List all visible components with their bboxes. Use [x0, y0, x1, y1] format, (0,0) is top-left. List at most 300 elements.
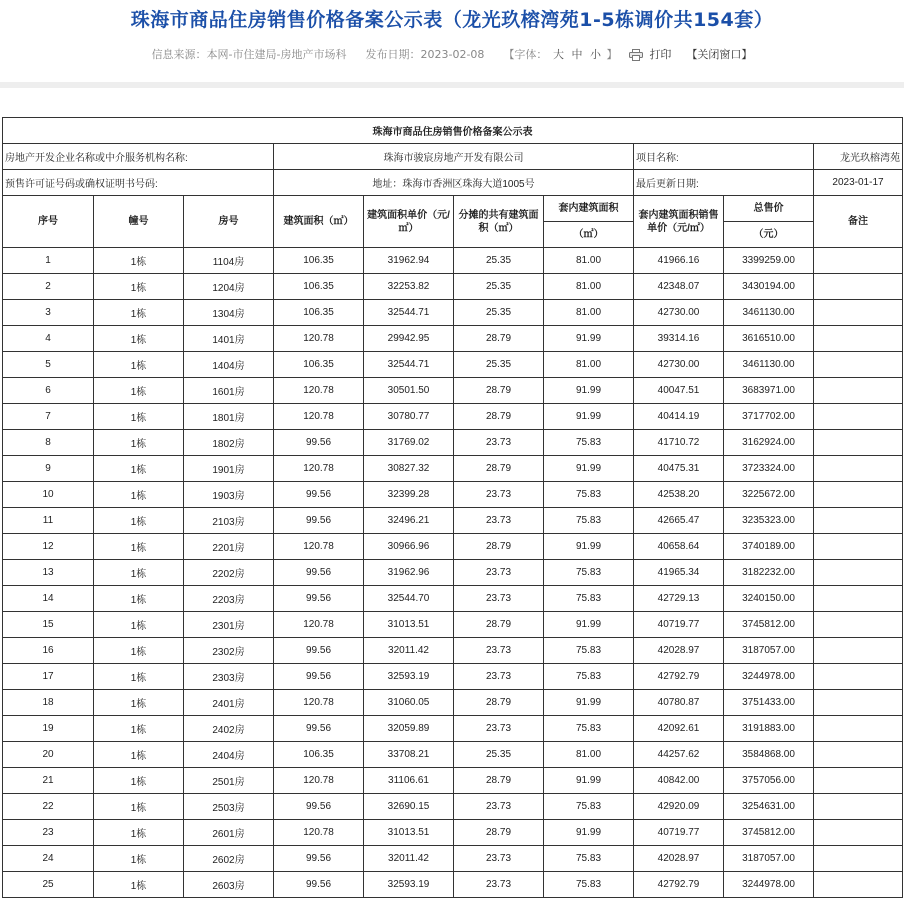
cell-area: 120.78 [274, 326, 364, 352]
cell-inner-price: 42665.47 [634, 508, 724, 534]
cell-no: 23 [3, 820, 94, 846]
cell-building: 1栋 [94, 300, 184, 326]
cell-room: 1601房 [184, 378, 274, 404]
cell-inner: 75.83 [544, 508, 634, 534]
cell-shared: 23.73 [454, 430, 544, 456]
cell-building: 1栋 [94, 612, 184, 638]
cell-area: 106.35 [274, 352, 364, 378]
col-header-no: 序号 [3, 196, 94, 248]
cell-building: 1栋 [94, 326, 184, 352]
cell-remark [814, 378, 903, 404]
developer-value: 珠海市骏宸房地产开发有限公司 [274, 144, 634, 170]
cell-no: 11 [3, 508, 94, 534]
cell-no: 3 [3, 300, 94, 326]
cell-shared: 23.73 [454, 508, 544, 534]
cell-building: 1栋 [94, 716, 184, 742]
col-header-room: 房号 [184, 196, 274, 248]
cell-remark [814, 482, 903, 508]
cell-inner-price: 41966.16 [634, 248, 724, 274]
cell-inner: 75.83 [544, 664, 634, 690]
cell-total: 3740189.00 [724, 534, 814, 560]
cell-area: 99.56 [274, 430, 364, 456]
table-row [3, 638, 903, 664]
cell-area: 120.78 [274, 690, 364, 716]
cell-building: 1栋 [94, 560, 184, 586]
cell-unit-price: 30780.77 [364, 404, 454, 430]
cell-inner-price: 39314.16 [634, 326, 724, 352]
col-header-building: 幢号 [94, 196, 184, 248]
cell-shared: 28.79 [454, 378, 544, 404]
cell-area: 120.78 [274, 534, 364, 560]
cell-unit-price: 32544.71 [364, 300, 454, 326]
cell-remark [814, 404, 903, 430]
col-header-inner-area: 套内建筑面积 [544, 196, 634, 222]
cell-room: 2402房 [184, 716, 274, 742]
table-row [3, 274, 903, 300]
table-row [3, 664, 903, 690]
cell-total: 3751433.00 [724, 690, 814, 716]
cell-no: 24 [3, 846, 94, 872]
cell-remark [814, 560, 903, 586]
cell-unit-price: 33708.21 [364, 742, 454, 768]
cell-room: 1204房 [184, 274, 274, 300]
cell-inner-price: 42028.97 [634, 638, 724, 664]
cell-total: 3399259.00 [724, 248, 814, 274]
cell-room: 2404房 [184, 742, 274, 768]
table-row [3, 612, 903, 638]
cell-no: 4 [3, 326, 94, 352]
table-row [3, 378, 903, 404]
cell-area: 99.56 [274, 794, 364, 820]
cell-room: 2203房 [184, 586, 274, 612]
cell-unit-price: 32544.70 [364, 586, 454, 612]
table-caption: 珠海市商品住房销售价格备案公示表 [3, 118, 903, 144]
font-size-medium-button[interactable]: 中 [571, 48, 583, 61]
cell-remark [814, 690, 903, 716]
cell-inner: 81.00 [544, 274, 634, 300]
table-row [3, 820, 903, 846]
col-header-area: 建筑面积（㎡） [274, 196, 364, 248]
table-row [3, 404, 903, 430]
address-value: 地址：珠海市香洲区珠海大道1005号 [274, 170, 634, 196]
cell-total: 3244978.00 [724, 872, 814, 898]
cell-area: 99.56 [274, 508, 364, 534]
cell-shared: 25.35 [454, 274, 544, 300]
cell-inner: 91.99 [544, 456, 634, 482]
cell-inner: 91.99 [544, 378, 634, 404]
cell-no: 9 [3, 456, 94, 482]
cell-inner: 75.83 [544, 716, 634, 742]
cell-unit-price: 32690.15 [364, 794, 454, 820]
cell-shared: 25.35 [454, 300, 544, 326]
cell-room: 1304房 [184, 300, 274, 326]
cell-building: 1栋 [94, 820, 184, 846]
cell-room: 1801房 [184, 404, 274, 430]
update-label: 最后更新日期: [634, 170, 814, 196]
cell-building: 1栋 [94, 482, 184, 508]
cell-remark [814, 664, 903, 690]
cell-room: 2103房 [184, 508, 274, 534]
cell-total: 3430194.00 [724, 274, 814, 300]
cell-area: 99.56 [274, 716, 364, 742]
cell-no: 1 [3, 248, 94, 274]
col-header-inner-price: 套内建筑面积销售单价（元/㎡） [634, 196, 724, 248]
cell-shared: 28.79 [454, 768, 544, 794]
close-window-link[interactable]: 【关闭窗口】 [686, 48, 753, 61]
cell-room: 2301房 [184, 612, 274, 638]
cell-area: 106.35 [274, 742, 364, 768]
cell-remark [814, 768, 903, 794]
cell-inner-price: 44257.62 [634, 742, 724, 768]
cell-no: 17 [3, 664, 94, 690]
cell-shared: 23.73 [454, 716, 544, 742]
cell-total: 3683971.00 [724, 378, 814, 404]
cell-building: 1栋 [94, 378, 184, 404]
cell-building: 1栋 [94, 508, 184, 534]
cell-building: 1栋 [94, 690, 184, 716]
table-row [3, 716, 903, 742]
cell-inner-price: 41965.34 [634, 560, 724, 586]
cell-unit-price: 31013.51 [364, 820, 454, 846]
cell-inner-price: 42092.61 [634, 716, 724, 742]
col-header-inner-area-unit: （㎡） [544, 222, 634, 248]
cell-room: 1401房 [184, 326, 274, 352]
cell-inner-price: 40475.31 [634, 456, 724, 482]
cell-inner-price: 42538.20 [634, 482, 724, 508]
cell-area: 99.56 [274, 846, 364, 872]
cell-remark [814, 300, 903, 326]
meta-bar [0, 46, 904, 64]
cell-area: 99.56 [274, 586, 364, 612]
cell-no: 15 [3, 612, 94, 638]
cell-inner-price: 40414.19 [634, 404, 724, 430]
header-divider [0, 82, 904, 88]
table-row [3, 846, 903, 872]
cell-shared: 23.73 [454, 560, 544, 586]
project-value: 龙光玖榕湾苑 [814, 144, 903, 170]
cell-inner-price: 40719.77 [634, 612, 724, 638]
font-size-suffix: 】 [606, 48, 618, 61]
cell-shared: 25.35 [454, 248, 544, 274]
cell-shared: 25.35 [454, 352, 544, 378]
cell-inner: 81.00 [544, 352, 634, 378]
cell-no: 18 [3, 690, 94, 716]
table-row [3, 300, 903, 326]
print-link[interactable]: 打印 [649, 48, 672, 61]
cell-total: 3745812.00 [724, 612, 814, 638]
cell-inner: 81.00 [544, 248, 634, 274]
cell-inner: 75.83 [544, 846, 634, 872]
cell-remark [814, 586, 903, 612]
cell-building: 1栋 [94, 846, 184, 872]
cell-area: 120.78 [274, 378, 364, 404]
cell-room: 1404房 [184, 352, 274, 378]
cell-unit-price: 31106.61 [364, 768, 454, 794]
page-title: 珠海市商品住房销售价格备案公示表（龙光玖榕湾苑1-5栋调价共154套） [130, 9, 774, 31]
cell-room: 2202房 [184, 560, 274, 586]
cell-inner: 91.99 [544, 768, 634, 794]
cell-unit-price: 31013.51 [364, 612, 454, 638]
project-label: 项目名称: [634, 144, 814, 170]
cell-total: 3235323.00 [724, 508, 814, 534]
table-row [3, 508, 903, 534]
printer-icon[interactable] [629, 49, 643, 61]
price-record-table-wrap [2, 117, 902, 898]
cell-shared: 23.73 [454, 586, 544, 612]
cell-area: 99.56 [274, 664, 364, 690]
cell-inner-price: 40658.64 [634, 534, 724, 560]
cell-total: 3757056.00 [724, 768, 814, 794]
cell-shared: 28.79 [454, 326, 544, 352]
cell-inner: 75.83 [544, 586, 634, 612]
cell-remark [814, 716, 903, 742]
cell-inner: 91.99 [544, 326, 634, 352]
cell-room: 2503房 [184, 794, 274, 820]
cell-unit-price: 32544.71 [364, 352, 454, 378]
cell-unit-price: 31962.96 [364, 560, 454, 586]
publish-date: 发布日期：2023-02-08 [365, 48, 485, 61]
developer-label: 房地产开发企业名称或中介服务机构名称: [3, 144, 274, 170]
cell-room: 2603房 [184, 872, 274, 898]
cell-inner: 75.83 [544, 430, 634, 456]
source-info: 信息来源：本网-市住建局-房地产市场科 [151, 48, 347, 61]
cell-inner-price: 42920.09 [634, 794, 724, 820]
cell-building: 1栋 [94, 872, 184, 898]
cell-remark [814, 456, 903, 482]
cell-remark [814, 274, 903, 300]
cell-remark [814, 742, 903, 768]
cell-no: 21 [3, 768, 94, 794]
cell-area: 99.56 [274, 872, 364, 898]
cell-unit-price: 32059.89 [364, 716, 454, 742]
cell-no: 16 [3, 638, 94, 664]
cell-remark [814, 794, 903, 820]
cell-total: 3723324.00 [724, 456, 814, 482]
cell-area: 120.78 [274, 820, 364, 846]
cell-unit-price: 31769.02 [364, 430, 454, 456]
cell-inner: 91.99 [544, 690, 634, 716]
table-row [3, 456, 903, 482]
table-row [3, 690, 903, 716]
col-header-total: 总售价 [724, 196, 814, 222]
cell-no: 6 [3, 378, 94, 404]
cell-shared: 28.79 [454, 534, 544, 560]
cell-total: 3717702.00 [724, 404, 814, 430]
cell-building: 1栋 [94, 638, 184, 664]
cell-total: 3191883.00 [724, 716, 814, 742]
cell-inner: 75.83 [544, 560, 634, 586]
cell-shared: 23.73 [454, 872, 544, 898]
cell-unit-price: 32593.19 [364, 872, 454, 898]
cell-no: 5 [3, 352, 94, 378]
cell-remark [814, 352, 903, 378]
cell-building: 1栋 [94, 794, 184, 820]
update-value: 2023-01-17 [814, 170, 903, 196]
cell-unit-price: 32011.42 [364, 846, 454, 872]
cell-total: 3254631.00 [724, 794, 814, 820]
cell-inner: 91.99 [544, 612, 634, 638]
cell-total: 3187057.00 [724, 638, 814, 664]
cell-area: 120.78 [274, 404, 364, 430]
price-record-table [2, 117, 903, 898]
cell-total: 3461130.00 [724, 300, 814, 326]
cell-inner-price: 42792.79 [634, 664, 724, 690]
cell-shared: 23.73 [454, 846, 544, 872]
cell-total: 3225672.00 [724, 482, 814, 508]
col-header-shared-area: 分摊的共有建筑面积（㎡） [454, 196, 544, 248]
cell-no: 7 [3, 404, 94, 430]
cell-inner-price: 42730.00 [634, 300, 724, 326]
font-size-small-button[interactable]: 小 [589, 48, 601, 61]
cell-area: 99.56 [274, 482, 364, 508]
cell-remark [814, 326, 903, 352]
cell-area: 106.35 [274, 300, 364, 326]
cell-unit-price: 32496.21 [364, 508, 454, 534]
table-row [3, 534, 903, 560]
cell-building: 1栋 [94, 352, 184, 378]
cell-remark [814, 820, 903, 846]
cell-building: 1栋 [94, 534, 184, 560]
cell-inner: 91.99 [544, 820, 634, 846]
table-row [3, 430, 903, 456]
cell-inner-price: 40719.77 [634, 820, 724, 846]
cell-total: 3584868.00 [724, 742, 814, 768]
col-header-unit-price: 建筑面积单价（元/㎡） [364, 196, 454, 248]
cell-inner-price: 42729.13 [634, 586, 724, 612]
cell-area: 120.78 [274, 768, 364, 794]
permit-label: 预售许可证号码或确权证明书号码: [3, 170, 274, 196]
cell-room: 2601房 [184, 820, 274, 846]
cell-inner-price: 40780.87 [634, 690, 724, 716]
col-header-total-unit: （元） [724, 222, 814, 248]
cell-remark [814, 846, 903, 872]
cell-unit-price: 31962.94 [364, 248, 454, 274]
cell-total: 3240150.00 [724, 586, 814, 612]
cell-shared: 23.73 [454, 482, 544, 508]
font-size-large-button[interactable]: 大 [552, 48, 564, 61]
cell-inner-price: 42348.07 [634, 274, 724, 300]
cell-room: 1903房 [184, 482, 274, 508]
cell-no: 12 [3, 534, 94, 560]
cell-room: 1104房 [184, 248, 274, 274]
cell-total: 3244978.00 [724, 664, 814, 690]
cell-unit-price: 30827.32 [364, 456, 454, 482]
cell-area: 120.78 [274, 612, 364, 638]
cell-inner-price: 40047.51 [634, 378, 724, 404]
cell-remark [814, 534, 903, 560]
cell-shared: 28.79 [454, 690, 544, 716]
cell-building: 1栋 [94, 456, 184, 482]
cell-shared: 28.79 [454, 612, 544, 638]
cell-remark [814, 612, 903, 638]
cell-total: 3182232.00 [724, 560, 814, 586]
cell-shared: 23.73 [454, 638, 544, 664]
cell-inner-price: 42028.97 [634, 846, 724, 872]
cell-shared: 23.73 [454, 794, 544, 820]
cell-unit-price: 32593.19 [364, 664, 454, 690]
cell-room: 2303房 [184, 664, 274, 690]
cell-no: 8 [3, 430, 94, 456]
cell-inner: 91.99 [544, 404, 634, 430]
cell-unit-price: 30966.96 [364, 534, 454, 560]
cell-no: 2 [3, 274, 94, 300]
cell-total: 3616510.00 [724, 326, 814, 352]
cell-inner-price: 42730.00 [634, 352, 724, 378]
cell-building: 1栋 [94, 430, 184, 456]
cell-inner: 81.00 [544, 300, 634, 326]
cell-building: 1栋 [94, 404, 184, 430]
cell-shared: 28.79 [454, 456, 544, 482]
cell-inner: 91.99 [544, 534, 634, 560]
cell-remark [814, 872, 903, 898]
cell-total: 3162924.00 [724, 430, 814, 456]
cell-remark [814, 248, 903, 274]
cell-unit-price: 30501.50 [364, 378, 454, 404]
cell-shared: 28.79 [454, 404, 544, 430]
cell-shared: 25.35 [454, 742, 544, 768]
cell-no: 13 [3, 560, 94, 586]
cell-room: 1802房 [184, 430, 274, 456]
cell-no: 19 [3, 716, 94, 742]
cell-total: 3461130.00 [724, 352, 814, 378]
cell-building: 1栋 [94, 768, 184, 794]
table-row [3, 742, 903, 768]
cell-unit-price: 32011.42 [364, 638, 454, 664]
cell-inner-price: 42792.79 [634, 872, 724, 898]
cell-shared: 23.73 [454, 664, 544, 690]
cell-inner: 75.83 [544, 872, 634, 898]
table-row [3, 768, 903, 794]
cell-inner: 75.83 [544, 638, 634, 664]
table-row [3, 586, 903, 612]
cell-remark [814, 638, 903, 664]
table-row [3, 560, 903, 586]
cell-building: 1栋 [94, 742, 184, 768]
table-row [3, 482, 903, 508]
col-header-remark: 备注 [814, 196, 903, 248]
cell-building: 1栋 [94, 586, 184, 612]
cell-no: 25 [3, 872, 94, 898]
cell-no: 14 [3, 586, 94, 612]
cell-area: 106.35 [274, 274, 364, 300]
cell-total: 3187057.00 [724, 846, 814, 872]
cell-inner-price: 40842.00 [634, 768, 724, 794]
cell-total: 3745812.00 [724, 820, 814, 846]
cell-unit-price: 29942.95 [364, 326, 454, 352]
cell-area: 120.78 [274, 456, 364, 482]
cell-room: 2401房 [184, 690, 274, 716]
cell-unit-price: 32253.82 [364, 274, 454, 300]
cell-room: 1901房 [184, 456, 274, 482]
cell-building: 1栋 [94, 274, 184, 300]
cell-room: 2501房 [184, 768, 274, 794]
cell-room: 2201房 [184, 534, 274, 560]
cell-remark [814, 508, 903, 534]
cell-no: 20 [3, 742, 94, 768]
cell-inner: 75.83 [544, 794, 634, 820]
cell-area: 99.56 [274, 638, 364, 664]
cell-area: 106.35 [274, 248, 364, 274]
cell-inner-price: 41710.72 [634, 430, 724, 456]
cell-inner: 75.83 [544, 482, 634, 508]
cell-building: 1栋 [94, 664, 184, 690]
table-row [3, 248, 903, 274]
cell-no: 10 [3, 482, 94, 508]
cell-building: 1栋 [94, 248, 184, 274]
cell-room: 2602房 [184, 846, 274, 872]
table-row [3, 872, 903, 898]
cell-unit-price: 31060.05 [364, 690, 454, 716]
